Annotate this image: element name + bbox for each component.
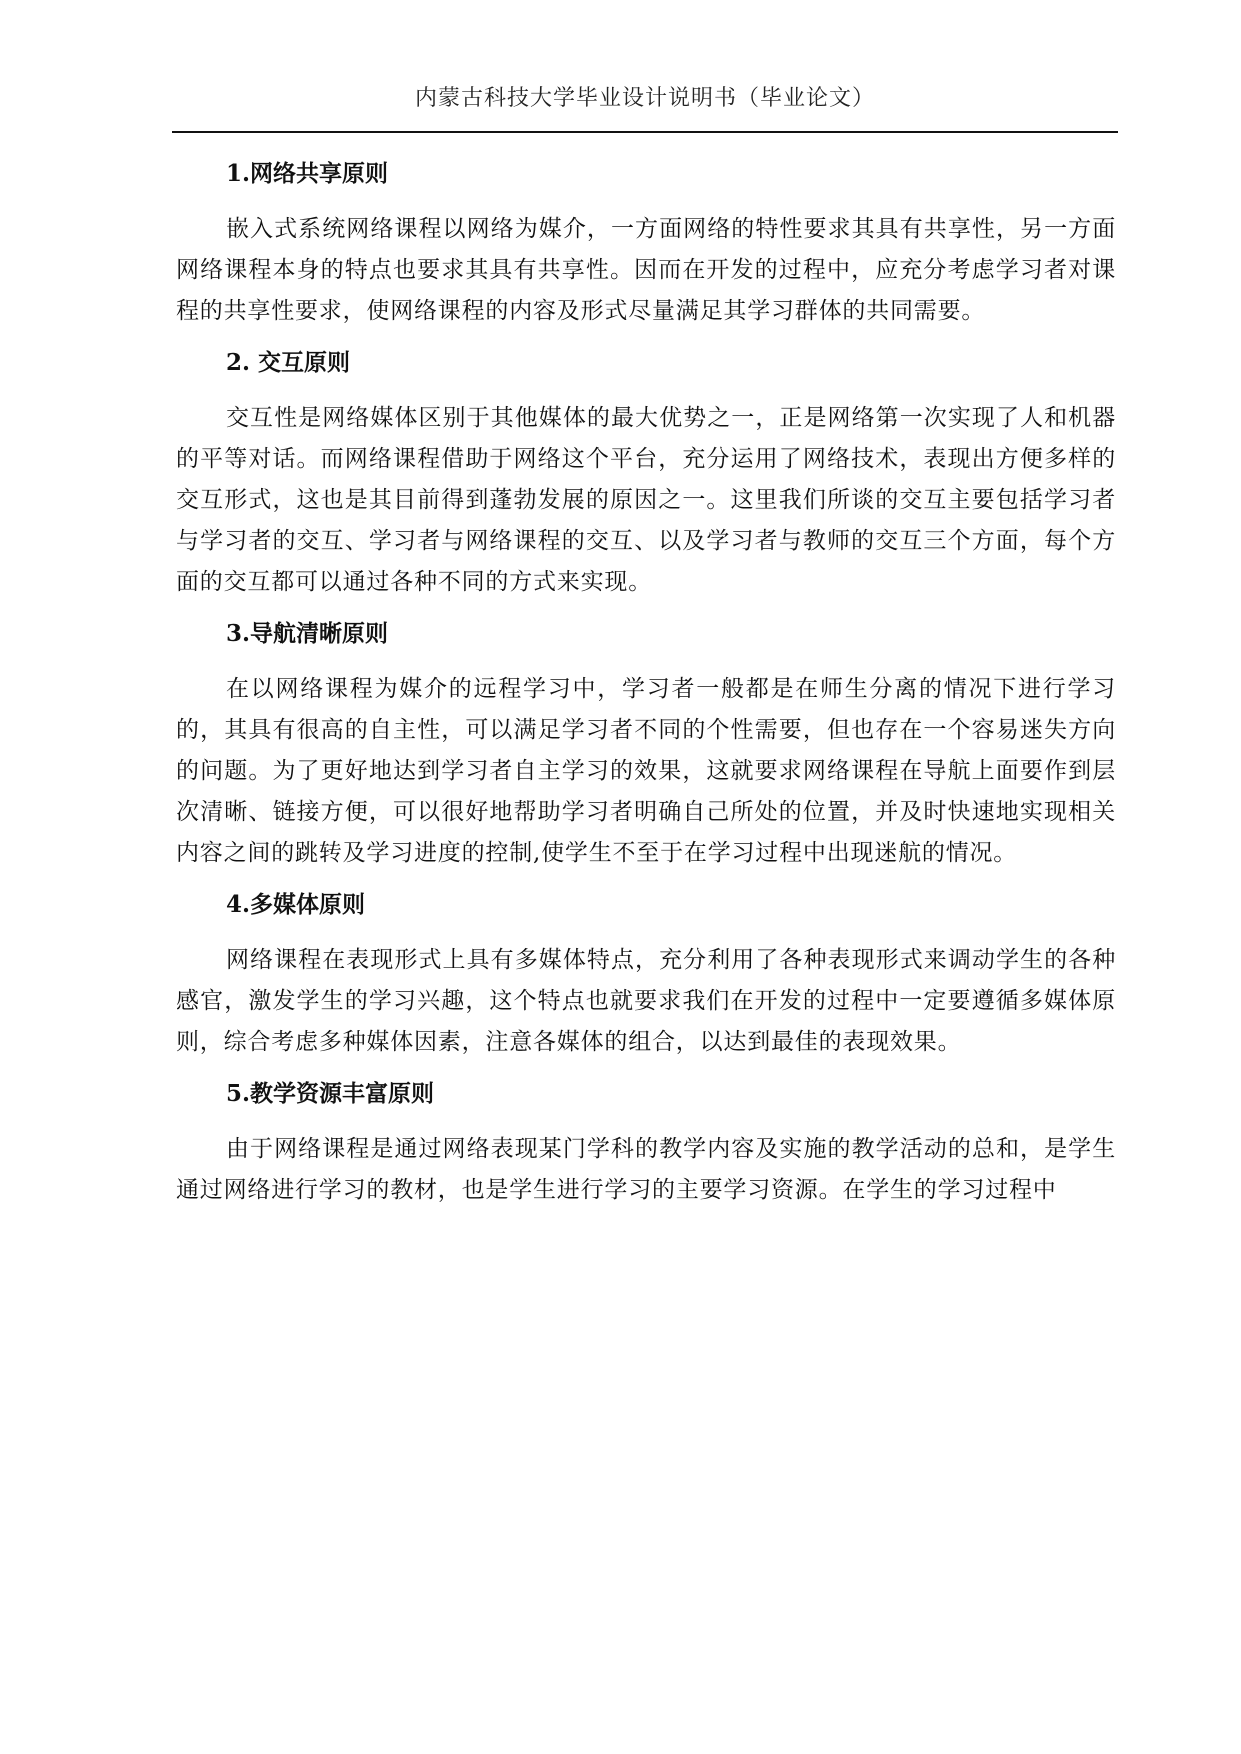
section-heading: 3.导航清晰原则 xyxy=(226,620,389,647)
section-heading: 1.网络共享原则 xyxy=(226,160,389,187)
section-heading: 2. 交互原则 xyxy=(226,349,351,376)
section-heading: 4.多媒体原则 xyxy=(226,891,366,918)
section-network-sharing xyxy=(176,158,1116,332)
section-rich-resources xyxy=(176,1078,1116,1211)
section-paragraph: 网络课程在表现形式上具有多媒体特点，充分利用了各种表现形式来调动学生的各种感官，激发学生的学习兴趣，这个特点也就要求我们在开发的过程中一定要遵循多媒体原则，综合考虑多种媒体因素，注意各媒体的组合，以达到最佳的表现效果。 xyxy=(176,947,1116,1055)
section-paragraph: 嵌入式系统网络课程以网络为媒介，一方面网络的特性要求其具有共享性，另一方面网络课程本身的特点也要求其具有共享性。因而在开发的过程中，应充分考虑学习者对课程的共享性要求，使网络课程的内容及形式尽量满足其学习群体的共同需要。 xyxy=(176,216,1116,324)
header-divider xyxy=(172,131,1118,133)
section-clear-navigation xyxy=(176,618,1116,874)
page-header: 内蒙古科技大学毕业设计说明书（毕业论文） xyxy=(414,86,875,111)
section-paragraph: 在以网络课程为媒介的远程学习中，学习者一般都是在师生分离的情况下进行学习的，其具有很高的自主性，可以满足学习者不同的个性需要，但也存在一个容易迷失方向的问题。为了更好地达到学习者自主学习的效果，这就要求网络课程在导航上面要作到层次清晰、链接方便，可以很好地帮助学习者明确自己所处的位置，并及时快速地实现相关内容之间的跳转及学习进度的控制,使学生不至于在学习过程中出现迷航的情况。 xyxy=(176,676,1116,866)
section-multimedia xyxy=(176,889,1116,1063)
section-heading: 5.教学资源丰富原则 xyxy=(226,1080,435,1107)
section-paragraph: 由于网络课程是通过网络表现某门学科的教学内容及实施的教学活动的总和，是学生通过网络进行学习的教材，也是学生进行学习的主要学习资源。在学生的学习过程中 xyxy=(176,1136,1116,1203)
section-paragraph: 交互性是网络媒体区别于其他媒体的最大优势之一，正是网络第一次实现了人和机器的平等对话。而网络课程借助于网络这个平台，充分运用了网络技术，表现出方便多样的交互形式，这也是其目前得到蓬勃发展的原因之一。这里我们所谈的交互主要包括学习者与学习者的交互、学习者与网络课程的交互、以及学习者与教师的交互三个方面，每个方面的交互都可以通过各种不同的方式来实现。 xyxy=(176,405,1116,595)
section-interaction xyxy=(176,347,1116,603)
document-body xyxy=(176,158,1116,1226)
